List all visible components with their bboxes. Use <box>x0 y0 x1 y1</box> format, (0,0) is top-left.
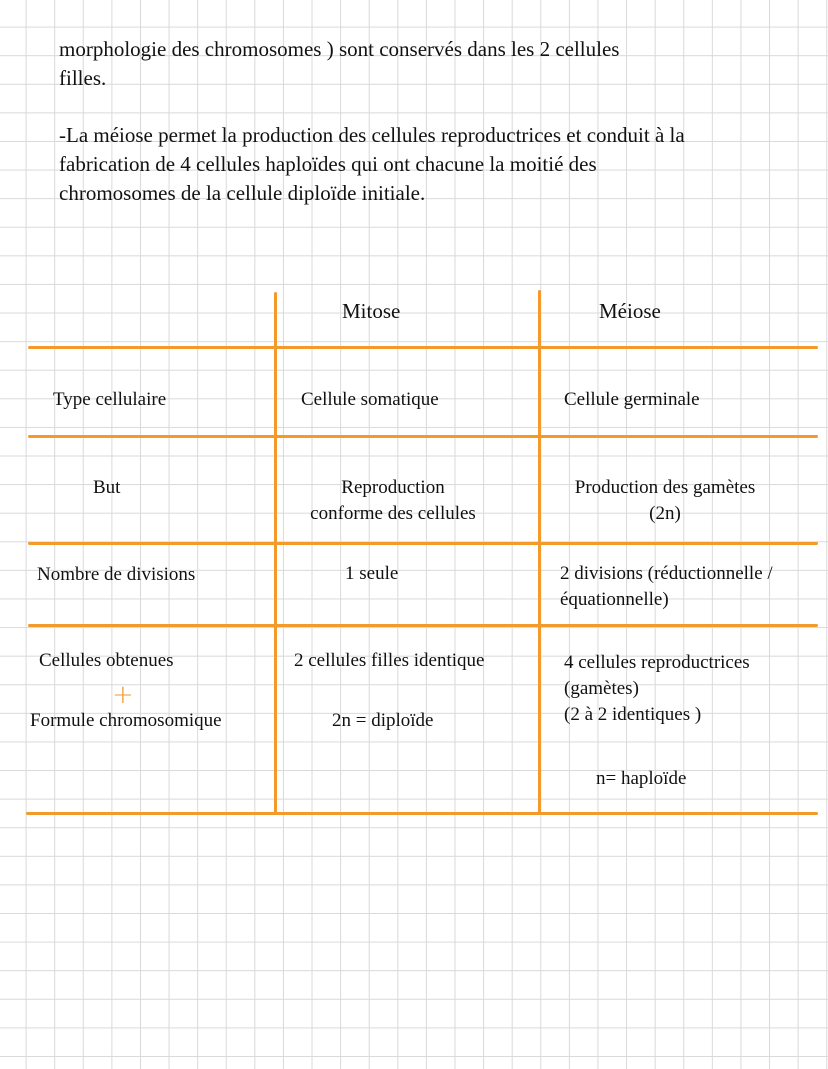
cell-line: 4 cellules reproductrices <box>564 652 750 673</box>
cell-mitose-divisions: 1 seule <box>345 563 399 584</box>
table-divider-horizontal <box>26 812 818 815</box>
paragraph-line: filles. <box>59 66 107 90</box>
table-divider-vertical <box>538 290 541 814</box>
table-divider-horizontal <box>28 542 818 545</box>
row-label-cellules-obtenues: Cellules obtenues <box>39 650 174 671</box>
paragraph-line: morphologie des chromosomes ) sont conservés dans les 2 cellules <box>59 37 620 61</box>
cell-mitose-type: Cellule somatique <box>301 389 439 410</box>
cell-meiose-type: Cellule germinale <box>564 389 700 410</box>
row-label-nombre-divisions: Nombre de divisions <box>37 564 196 585</box>
paragraph-line: chromosomes de la cellule diploïde initiale. <box>59 181 426 205</box>
cell-line: Production des gamètes <box>574 477 756 498</box>
header-meiose: Méiose <box>599 299 661 323</box>
paragraph-line: -La méiose permet la production des cellules reproductrices et conduit à la <box>59 123 685 147</box>
cell-line: équationnelle) <box>560 589 669 610</box>
cell-line: (2 à 2 identiques ) <box>564 704 702 725</box>
row-label-type-cellulaire: Type cellulaire <box>53 389 167 410</box>
cell-line: (2n) <box>649 503 681 524</box>
cell-line: 2 divisions (réductionnelle / <box>560 563 773 584</box>
cell-meiose-divisions <box>560 561 773 613</box>
paragraph-conservation <box>59 35 819 93</box>
table-divider-horizontal <box>28 435 818 438</box>
row-label-but: But <box>93 477 121 498</box>
cell-meiose-cellules <box>564 650 750 728</box>
row-label-formule-chromosomique: Formule chromosomique <box>30 710 222 731</box>
paragraph-line: fabrication de 4 cellules haploïdes qui ont chacune la moitié des <box>59 152 597 176</box>
cell-mitose-but <box>280 475 506 527</box>
cell-meiose-formule: n= haploïde <box>596 768 687 789</box>
cell-mitose-cellules: 2 cellules filles identique <box>294 650 485 671</box>
table-divider-horizontal <box>28 624 818 627</box>
cell-meiose-but <box>553 475 777 527</box>
cell-line: (gamètes) <box>564 678 639 699</box>
cell-line: Reproduction <box>341 477 445 498</box>
table-divider-vertical <box>274 292 277 814</box>
cell-mitose-formule: 2n = diploïde <box>332 710 434 731</box>
plus-icon: + <box>112 680 134 710</box>
paragraph-meiose <box>59 121 819 208</box>
table-divider-horizontal <box>28 346 818 349</box>
cell-line: conforme des cellules <box>310 503 476 524</box>
header-mitose: Mitose <box>342 299 401 323</box>
